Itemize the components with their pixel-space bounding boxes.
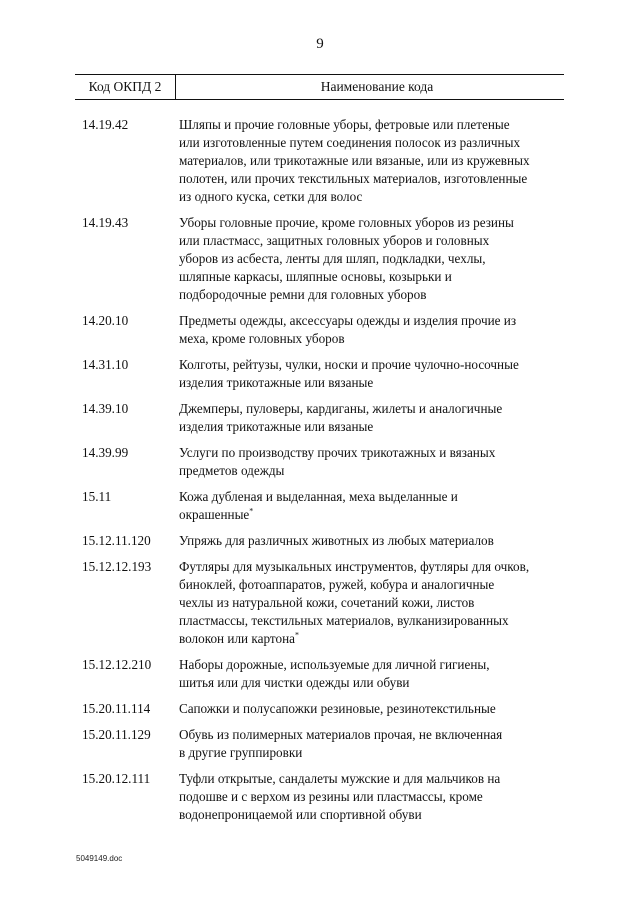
- row-name-line: [179, 744, 564, 762]
- row-code: 14.20.10: [82, 313, 129, 328]
- row-name-text: или пластмасс, защитных головных уборов и головных: [179, 233, 490, 248]
- row-name: [176, 400, 564, 436]
- row-name-line: [179, 558, 564, 576]
- row-name-text: Футляры для музыкальных инструментов, футляры для очков,: [179, 559, 530, 574]
- row-name-text: Колготы, рейтузы, чулки, носки и прочие чулочно-носочные: [179, 357, 519, 372]
- row-name-line: [179, 214, 564, 232]
- row-name-text: Кожа дубленая и выделанная, меха выделанные и: [179, 489, 458, 504]
- page-number: 9: [316, 36, 324, 52]
- okpd-table: [75, 74, 564, 832]
- row-name-text: в другие группировки: [179, 745, 303, 760]
- row-name-line: [179, 674, 564, 692]
- row-name: [176, 558, 564, 648]
- row-name-text: шитья или для чистки одежды или обуви: [179, 675, 410, 690]
- row-name-text: подошве и с верхом из резины или пластмассы, кроме: [179, 789, 483, 804]
- row-name-text: Наборы дорожные, используемые для личной гигиены,: [179, 657, 490, 672]
- row-name: [176, 356, 564, 392]
- row-code: 15.12.12.210: [82, 657, 152, 672]
- footnote-mark: *: [294, 630, 299, 640]
- table-row: [75, 312, 564, 348]
- table-row: [75, 214, 564, 304]
- table-row: [75, 726, 564, 762]
- row-code: 14.19.43: [82, 215, 129, 230]
- row-name: [176, 214, 564, 304]
- table-row: [75, 770, 564, 824]
- row-code: 15.12.11.120: [82, 533, 151, 548]
- footer-file-name: 5049149.doc: [76, 854, 123, 863]
- row-name-line: [179, 170, 564, 188]
- row-code: 14.39.10: [82, 401, 129, 416]
- row-name-line: [179, 726, 564, 744]
- row-name-text: из одного куска, сетки для волос: [179, 189, 363, 204]
- row-name: [176, 656, 564, 692]
- row-name-text: Сапожки и полусапожки резиновые, резинотекстильные: [179, 701, 496, 716]
- row-name-text: шляпные каркасы, шляпные основы, козырьки и: [179, 269, 452, 284]
- row-name-line: [179, 532, 564, 550]
- row-code: 14.39.99: [82, 445, 129, 460]
- row-name-line: [179, 488, 564, 506]
- row-code: 15.11: [82, 489, 112, 504]
- table-row: [75, 488, 564, 524]
- row-name-text: материалов, или трикотажные или вязаные, или из кружевных: [179, 153, 530, 168]
- row-code: 15.20.12.111: [82, 771, 151, 786]
- row-name-text: водонепроницаемой или спортивной обуви: [179, 807, 422, 822]
- row-name-line: [179, 232, 564, 250]
- row-name-text: биноклей, фотоаппаратов, ружей, кобура и аналогичные: [179, 577, 495, 592]
- row-name-text: Джемперы, пуловеры, кардиганы, жилеты и аналогичные: [179, 401, 503, 416]
- row-name: [176, 726, 564, 762]
- row-name-line: [179, 312, 564, 330]
- row-name-text: Услуги по производству прочих трикотажных и вязаных: [179, 445, 496, 460]
- table-body: [75, 100, 564, 824]
- row-name-text: Упряжь для различных животных из любых материалов: [179, 533, 494, 548]
- row-name: [176, 312, 564, 348]
- row-name: [176, 770, 564, 824]
- row-name-text: волокон или картона: [179, 631, 295, 646]
- row-name-line: [179, 506, 564, 524]
- table-row: [75, 700, 564, 718]
- row-name-line: [179, 576, 564, 594]
- row-name-line: [179, 400, 564, 418]
- table-row: [75, 444, 564, 480]
- row-name-line: [179, 116, 564, 134]
- row-name: [176, 444, 564, 480]
- row-name-text: окрашенные: [179, 507, 250, 522]
- row-name-line: [179, 612, 564, 630]
- table-row: [75, 558, 564, 648]
- row-name-line: [179, 356, 564, 374]
- row-name-line: [179, 134, 564, 152]
- row-name-line: [179, 250, 564, 268]
- row-name-text: подбородочные ремни для головных уборов: [179, 287, 427, 302]
- row-name-line: [179, 374, 564, 392]
- row-name-text: уборов из асбеста, ленты для шляп, подкладки, чехлы,: [179, 251, 486, 266]
- row-name: [176, 116, 564, 206]
- row-code: 14.31.10: [82, 357, 129, 372]
- row-name-line: [179, 418, 564, 436]
- table-row: [75, 356, 564, 392]
- row-name: [176, 532, 564, 550]
- row-name-text: Предметы одежды, аксессуары одежды и изделия прочие из: [179, 313, 517, 328]
- row-name-line: [179, 444, 564, 462]
- row-name-text: изделия трикотажные или вязаные: [179, 375, 374, 390]
- row-name-line: [179, 594, 564, 612]
- row-name-text: или изготовленные путем соединения полосок из различных: [179, 135, 521, 150]
- row-name-line: [179, 268, 564, 286]
- row-name: [176, 488, 564, 524]
- row-name: [176, 700, 564, 718]
- row-name-line: [179, 770, 564, 788]
- table-row: [75, 532, 564, 550]
- row-name-line: [179, 700, 564, 718]
- row-name-line: [179, 788, 564, 806]
- row-name-text: изделия трикотажные или вязаные: [179, 419, 374, 434]
- row-name-line: [179, 152, 564, 170]
- row-code: 15.20.11.129: [82, 727, 151, 742]
- row-name-line: [179, 188, 564, 206]
- row-name-line: [179, 806, 564, 824]
- row-code: 15.20.11.114: [82, 701, 151, 716]
- row-name-line: [179, 462, 564, 480]
- header-code: Код ОКПД 2: [75, 75, 176, 99]
- footnote-mark: *: [249, 506, 254, 516]
- row-name-line: [179, 330, 564, 348]
- row-name-line: [179, 286, 564, 304]
- row-code: 15.12.12.193: [82, 559, 152, 574]
- row-name-text: Обувь из полимерных материалов прочая, не включенная: [179, 727, 503, 742]
- row-code: 14.19.42: [82, 117, 129, 132]
- table-header: [75, 74, 564, 100]
- table-row: [75, 400, 564, 436]
- row-name-line: [179, 656, 564, 674]
- row-name-text: полотен, или прочих текстильных материалов, изготовленные: [179, 171, 528, 186]
- row-name-text: пластмассы, текстильных материалов, вулканизированных: [179, 613, 509, 628]
- row-name-text: меха, кроме головных уборов: [179, 331, 345, 346]
- row-name-text: Уборы головные прочие, кроме головных уборов из резины: [179, 215, 514, 230]
- header-name: Наименование кода: [320, 79, 434, 94]
- row-name-line: [179, 630, 564, 648]
- row-name-text: предметов одежды: [179, 463, 285, 478]
- table-row: [75, 656, 564, 692]
- row-name-text: чехлы из натуральной кожи, сочетаний кожи, листов: [179, 595, 475, 610]
- row-name-text: Туфли открытые, сандалеты мужские и для мальчиков на: [179, 771, 501, 786]
- table-row: [75, 116, 564, 206]
- row-name-text: Шляпы и прочие головные уборы, фетровые или плетеные: [179, 117, 510, 132]
